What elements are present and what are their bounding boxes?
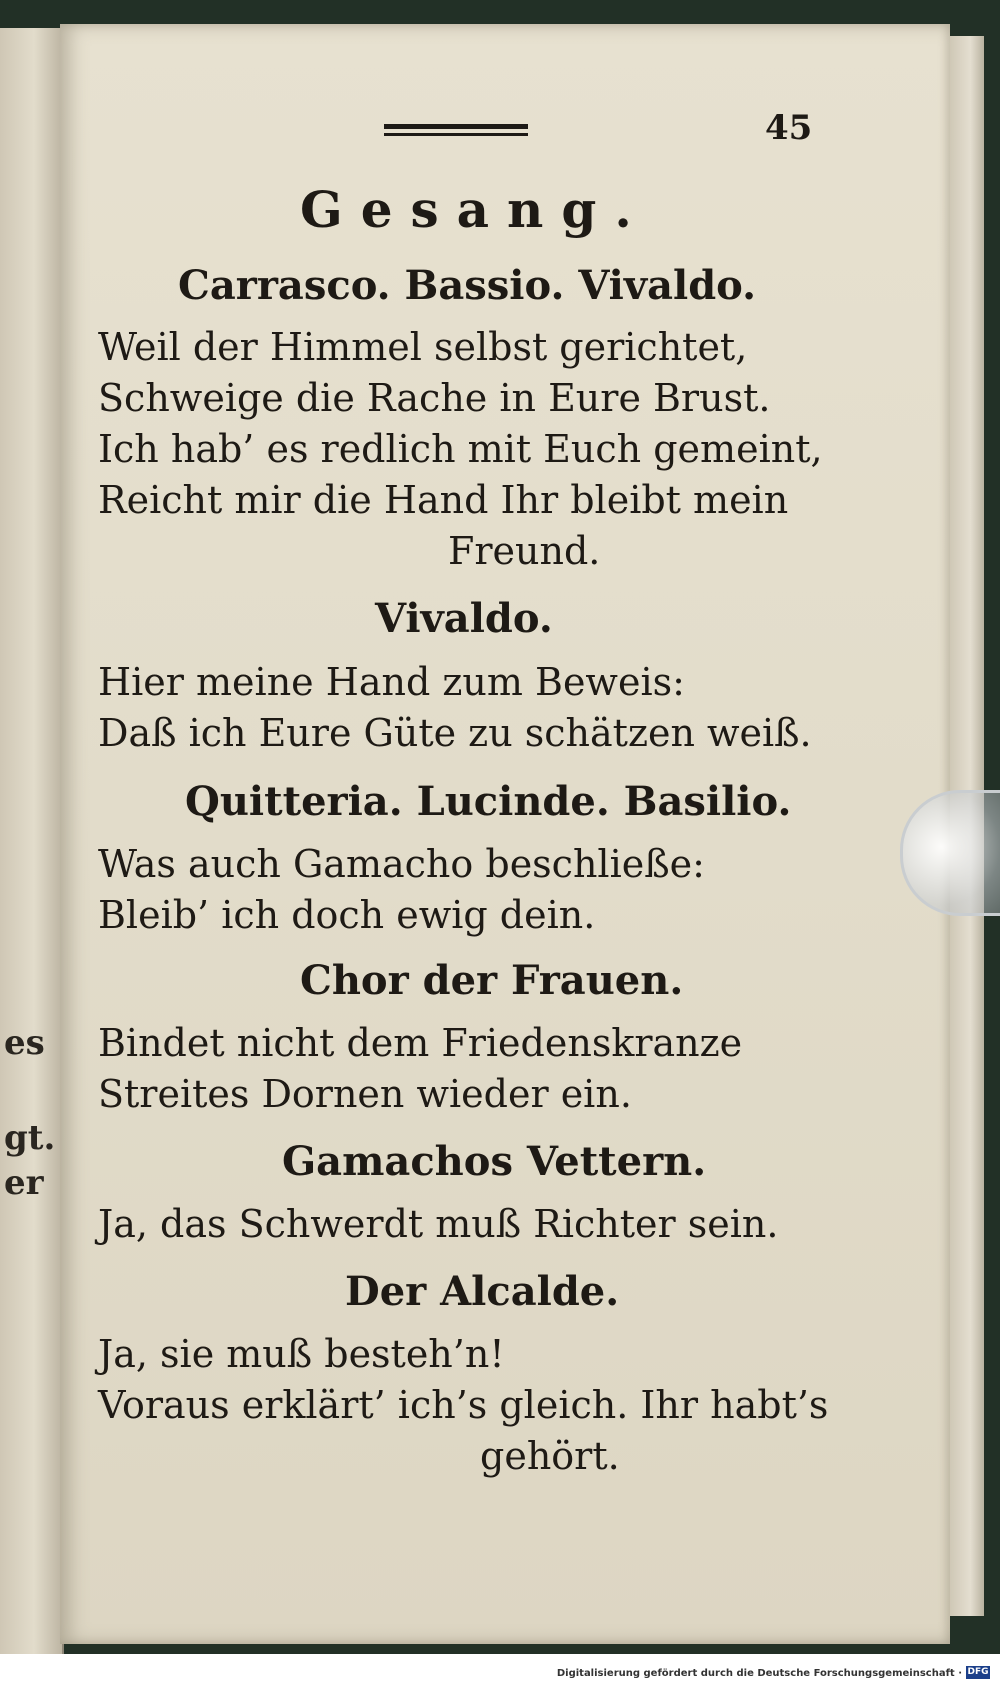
verse-line: Bindet nicht dem Friedenskranze xyxy=(98,1021,743,1065)
speaker-heading: Vivaldo. xyxy=(375,595,553,642)
speaker-heading: Quitteria. Lucinde. Basilio. xyxy=(185,778,792,825)
previous-page-edge xyxy=(0,28,64,1658)
verse-line: Streites Dornen wieder ein. xyxy=(98,1072,632,1116)
verse-line: Schweige die Rache in Eure Brust. xyxy=(98,376,771,420)
verse-line: Reicht mir die Hand Ihr bleibt mein xyxy=(98,478,789,522)
verse-line: Hier meine Hand zum Beweis: xyxy=(98,660,685,704)
page-number: 45 xyxy=(765,108,813,148)
dfg-logo-icon: DFG xyxy=(967,1667,989,1677)
digitization-credit: Digitalisierung gefördert durch die Deutsche Forschungsgemeinschaft · xyxy=(556,1668,962,1679)
verse-line: Weil der Himmel selbst gerichtet, xyxy=(98,325,748,369)
prev-page-fragment: gt. xyxy=(4,1118,56,1158)
prev-page-fragment: er xyxy=(4,1163,44,1203)
speaker-heading: Carrasco. Bassio. Vivaldo. xyxy=(178,262,757,309)
speaker-heading: Der Alcalde. xyxy=(345,1268,620,1315)
verse-line: Bleib’ ich doch ewig dein. xyxy=(98,893,596,937)
verse-line: Voraus erklärt’ ich’s gleich. Ihr habt’s xyxy=(98,1383,829,1427)
verse-line: Ja, das Schwerdt muß Richter sein. xyxy=(98,1202,779,1246)
speaker-heading: Chor der Frauen. xyxy=(300,957,684,1004)
verse-line: Was auch Gamacho beschließe: xyxy=(98,842,705,886)
verse-line: Ja, sie muß besteh’n! xyxy=(98,1332,505,1376)
prev-page-fragment: es xyxy=(4,1023,45,1063)
header-rule xyxy=(384,124,528,140)
speaker-heading: Gamachos Vettern. xyxy=(282,1138,707,1185)
verse-line: gehört. xyxy=(480,1434,620,1478)
verse-line: Freund. xyxy=(448,529,601,573)
verse-line: Ich hab’ es redlich mit Euch gemeint, xyxy=(98,427,823,471)
page-title: Gesang. xyxy=(300,180,650,239)
verse-line: Daß ich Eure Güte zu schätzen weiß. xyxy=(98,711,812,755)
